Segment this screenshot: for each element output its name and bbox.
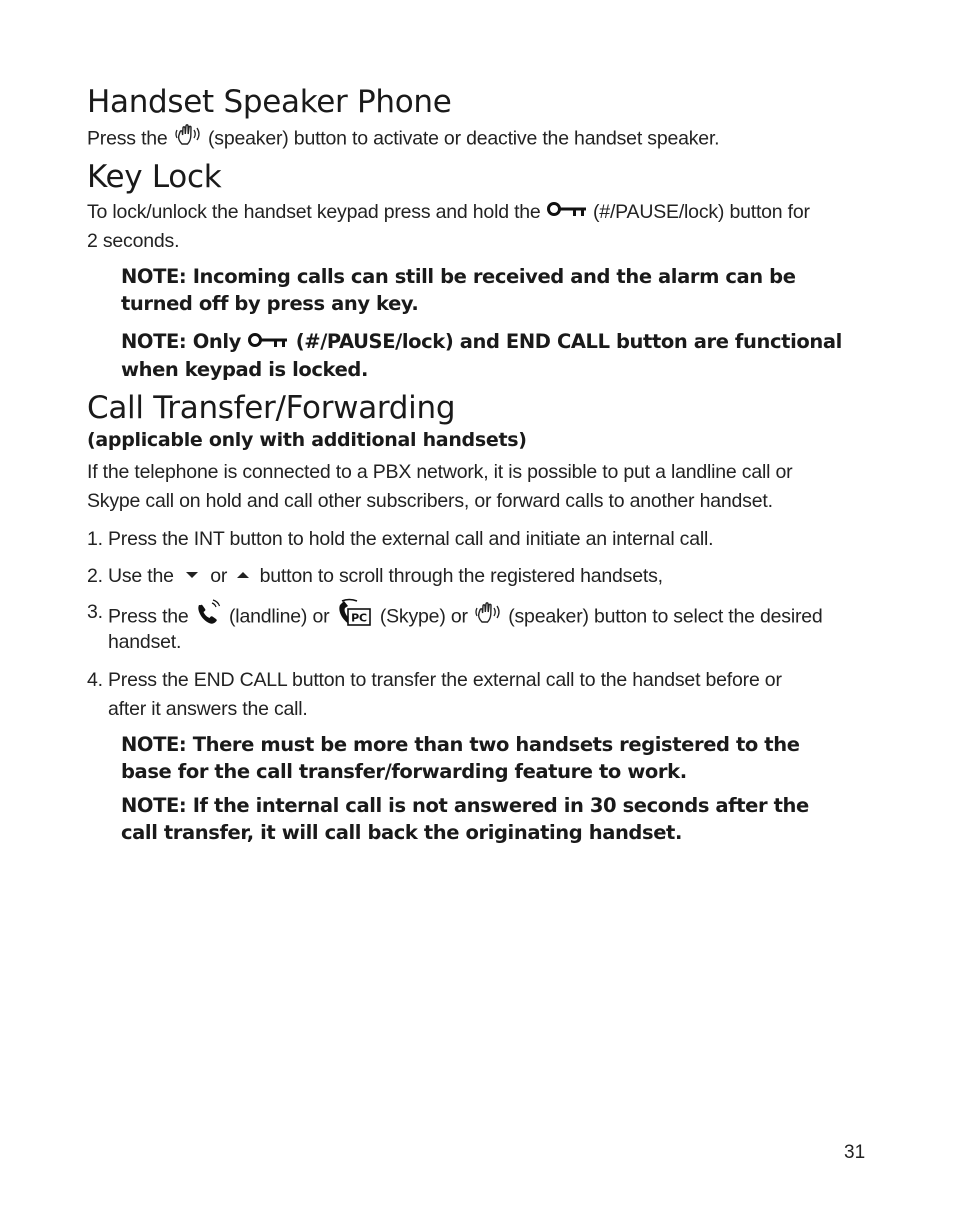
- speaker-icon: [173, 123, 203, 156]
- speaker-description: Press the (speaker) button to activate or deactive the handset speaker.: [87, 123, 719, 156]
- section-title-keylock: Key Lock: [87, 159, 222, 195]
- phone-icon: [194, 599, 224, 636]
- transfer-note-2-line2: call transfer, it will call back the originating handset.: [121, 821, 682, 844]
- transfer-note-1-line1: NOTE: There must be more than two handsets registered to the: [121, 733, 800, 756]
- pc-phone-icon: [335, 598, 375, 637]
- section-title-transfer: Call Transfer/Forwarding: [87, 390, 456, 426]
- keylock-note-1-line2: turned off by press any key.: [121, 292, 419, 315]
- down-arrow-icon: [179, 562, 205, 591]
- page-number: 31: [844, 1142, 866, 1163]
- transfer-note-2-line1: NOTE: If the internal call is not answered in 30 seconds after the: [121, 794, 809, 817]
- step3-line2: handset.: [108, 631, 182, 653]
- keylock-note-2-line2: when keypad is locked.: [121, 358, 368, 381]
- transfer-subtitle: (applicable only with additional handsets): [87, 429, 527, 451]
- transfer-intro-line1: If the telephone is connected to a PBX network, it is possible to put a landline call or: [87, 461, 793, 483]
- key-icon: [247, 329, 289, 356]
- keylock-description-line1: To lock/unlock the handset keypad press and hold the (#/PAUSE/lock) button for: [87, 198, 810, 227]
- list-item: 3. Press the (landline) or PC (Skype) or (speaker) button to select the desired: [87, 598, 867, 637]
- speaker-icon: [473, 601, 503, 634]
- list-item: 1. Press the INT button to hold the external call and initiate an internal call.: [87, 528, 714, 550]
- step4-line2: after it answers the call.: [108, 698, 308, 720]
- key-icon: [546, 198, 588, 227]
- section-title-speaker: Handset Speaker Phone: [87, 84, 452, 120]
- keylock-note-1-line1: NOTE: Incoming calls can still be received and the alarm can be: [121, 265, 796, 288]
- svg-text:PC: PC: [350, 611, 367, 625]
- transfer-note-1-line2: base for the call transfer/forwarding feature to work.: [121, 760, 687, 783]
- list-item: 4. Press the END CALL button to transfer the external call to the handset before or: [87, 669, 782, 691]
- keylock-note-2-line1: NOTE: Only (#/PAUSE/lock) and END CALL button are functional: [121, 328, 842, 356]
- transfer-intro-line2: Skype call on hold and call other subscribers, or forward calls to another handset.: [87, 490, 773, 512]
- list-item: 2. Use the or button to scroll through the registered handsets,: [87, 562, 867, 591]
- up-arrow-icon: [232, 562, 254, 591]
- keylock-description-line2: 2 seconds.: [87, 230, 180, 252]
